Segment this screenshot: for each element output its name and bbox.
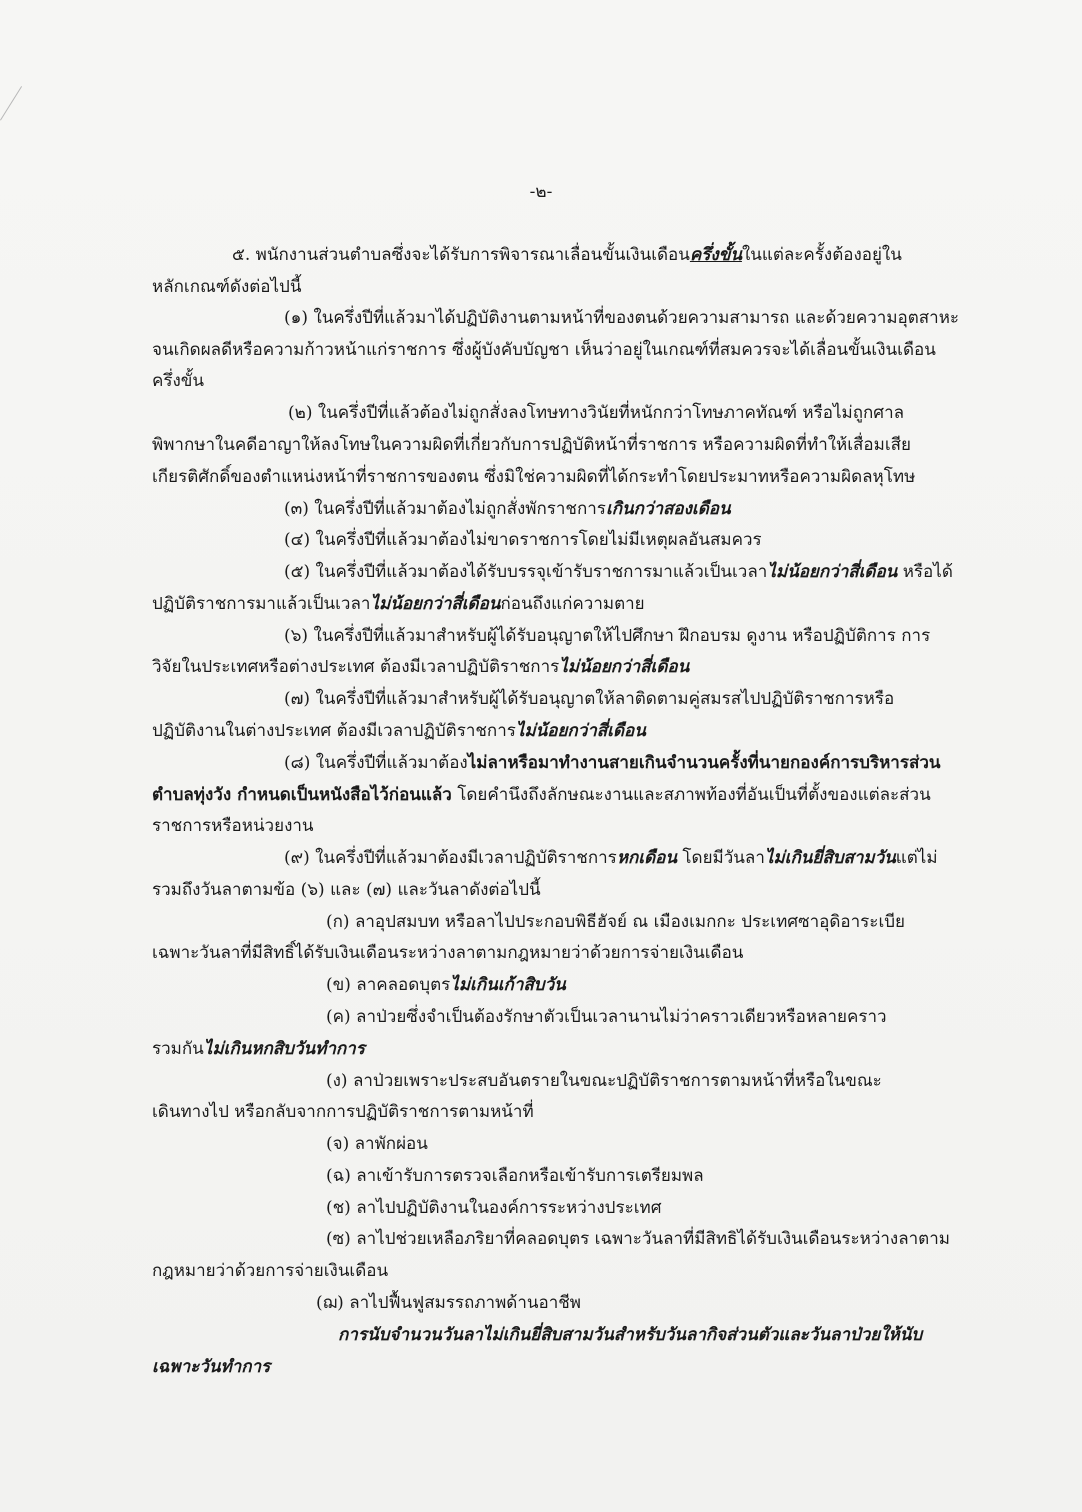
criterion-3-text: (๓) ในครึ่งปีที่แล้วมาต้องไม่ถูกสั่งพักราชการ — [284, 499, 606, 519]
criterion-8-line-3: ราชการหรือหน่วยงาน — [152, 816, 314, 836]
half-step-emphasis: ครึ่งขั้น — [689, 245, 742, 265]
criterion-6-line-2 — [152, 656, 689, 678]
scan-edge-line — [0, 86, 90, 163]
criterion-3-emphasis: เกินกว่าสองเดือน — [605, 499, 731, 519]
leave-kho-line-2 — [152, 1038, 365, 1060]
leave-kha-text: (ข) ลาคลอดบุตร — [326, 975, 451, 995]
criterion-5-line-2-text: ปฏิบัติราชการมาแล้วเป็นเวลา — [152, 594, 371, 614]
leave-ngo-line-2: เดินทางไป หรือกลับจากการปฏิบัติราชการตามหน้าที่ — [152, 1102, 534, 1122]
criterion-9-emphasis-23-days: ไม่เกินยี่สิบสามวัน — [764, 848, 896, 868]
criterion-6-emphasis: ไม่น้อยกว่าสี่เดือน — [559, 657, 690, 677]
criterion-8-text: (๘) ในครึ่งปีที่แล้วมาต้อง — [284, 753, 468, 773]
leave-kho-line-2-text: รวมกัน — [152, 1039, 204, 1059]
criterion-4: (๔) ในครึ่งปีที่แล้วมาต้องไม่ขาดราชการโดยไม่มีเหตุผลอันสมควร — [284, 530, 762, 550]
leave-ka-line-1: (ก) ลาอุปสมบท หรือลาไปประกอบพิธีฮัจย์ ณ เมืองเมกกะ ประเทศซาอุดิอาระเบีย — [326, 912, 906, 932]
leave-chho: (ฉ) ลาเข้ารับการตรวจเลือกหรือเข้ารับการเตรียมพล — [326, 1166, 704, 1186]
criterion-1-line-1: (๑) ในครึ่งปีที่แล้วมาได้ปฏิบัติงานตามหน้าที่ของตนด้วยความสามารถ และด้วยความอุตสาหะ — [284, 308, 960, 328]
section5-criteria-intro: หลักเกณฑ์ดังต่อไปนี้ — [152, 277, 302, 297]
criterion-5-text: (๕) ในครึ่งปีที่แล้วมาต้องได้รับบรรจุเข้ารับราชการมาแล้วเป็นเวลา — [284, 562, 768, 582]
criterion-5-line-2-tail: ก่อนถึงแก่ความตาย — [500, 594, 645, 614]
criterion-5-line-2-emphasis: ไม่น้อยกว่าสี่เดือน — [370, 594, 501, 614]
criterion-2-line-2: พิพากษาในคดีอาญาให้ลงโทษในความผิดที่เกี่ยวกับการปฏิบัติหน้าที่ราชการ หรือความผิดที่ทำให้เสื่อมเสีย — [152, 435, 911, 455]
criterion-7-line-2 — [152, 720, 646, 742]
leave-kha — [326, 974, 566, 996]
section5-heading — [232, 244, 902, 266]
note-line-2: เฉพาะวันทำการ — [152, 1357, 271, 1377]
criterion-3 — [284, 498, 731, 520]
leave-so-line-1: (ซ) ลาไปช่วยเหลือภริยาที่คลอดบุตร เฉพาะวันลาที่มีสิทธิได้รับเงินเดือนระหว่างลาตาม — [326, 1229, 950, 1249]
leave-chcho: (ช) ลาไปปฏิบัติงานในองค์การระหว่างประเทศ — [326, 1198, 662, 1218]
criterion-9-line-1 — [284, 847, 938, 869]
leave-cho2: (ฌ) ลาไปฟื้นฟูสมรรถภาพด้านอาชีพ — [316, 1293, 581, 1313]
criterion-2-line-1: (๒) ในครึ่งปีที่แล้วต้องไม่ถูกสั่งลงโทษทางวินัยที่หนักกว่าโทษภาคทัณฑ์ หรือไม่ถูกศาล — [288, 403, 905, 423]
criterion-8-bold: ไม่ลาหรือมาทำงานสายเกินจำนวนครั้งที่นายกองค์การบริหารส่วน — [467, 753, 941, 773]
leave-kho-line-1: (ค) ลาป่วยซึ่งจำเป็นต้องรักษาตัวเป็นเวลานานไม่ว่าคราวเดียวหรือหลายคราว — [326, 1007, 887, 1027]
criterion-8-line-2 — [152, 784, 931, 806]
criterion-9-text: (๙) ในครึ่งปีที่แล้วมาต้องมีเวลาปฏิบัติราชการ — [284, 848, 617, 868]
criterion-9-mid: โดยมีวันลา — [677, 848, 765, 868]
criterion-8-line-2-bold: ตำบลทุ่งวัง กำหนดเป็นหนังสือไว้ก่อนแล้ว — [152, 785, 452, 805]
criterion-7-line-1: (๗) ในครึ่งปีที่แล้วมาสำหรับผู้ได้รับอนุญาตให้ลาติดตามคู่สมรสไปปฏิบัติราชการหรือ — [284, 689, 895, 709]
criterion-6-line-2-text: วิจัยในประเทศหรือต่างประเทศ ต้องมีเวลาปฏิบัติราชการ — [152, 657, 560, 677]
section5-heading-tail: ในแต่ละครั้งต้องอยู่ใน — [741, 245, 902, 265]
criterion-5-emphasis: ไม่น้อยกว่าสี่เดือน — [767, 562, 898, 582]
leave-ngo-line-1: (ง) ลาป่วยเพราะประสบอันตรายในขณะปฏิบัติราชการตามหน้าที่หรือในขณะ — [326, 1071, 882, 1091]
note-line-1: การนับจำนวนวันลาไม่เกินยี่สิบสามวันสำหรับวันลากิจส่วนตัวและวันลาป่วยให้นับ — [338, 1325, 923, 1345]
leave-kho-emphasis: ไม่เกินหกสิบวันทำการ — [203, 1039, 365, 1059]
criterion-9-tail: แต่ไม่ — [895, 848, 938, 868]
leave-so-line-2: กฎหมายว่าด้วยการจ่ายเงินเดือน — [152, 1261, 389, 1281]
page-number: -๒- — [529, 182, 553, 202]
criterion-7-line-2-text: ปฏิบัติงานในต่างประเทศ ต้องมีเวลาปฏิบัติราชการ — [152, 721, 516, 741]
criterion-5-line-1 — [284, 561, 953, 583]
leave-ka-line-2: เฉพาะวันลาที่มีสิทธิ์ได้รับเงินเดือนระหว่างลาตามกฎหมายว่าด้วยการจ่ายเงินเดือน — [152, 943, 744, 963]
criterion-1-line-3: ครึ่งขั้น — [152, 371, 205, 391]
criterion-8-line-1 — [284, 752, 941, 774]
criterion-9-emphasis-six-months: หกเดือน — [616, 848, 677, 868]
criterion-5-line-2 — [152, 593, 645, 615]
criterion-6-line-1: (๖) ในครึ่งปีที่แล้วมาสำหรับผู้ได้รับอนุญาตให้ไปศึกษา ฝึกอบรม ดูงาน หรือปฏิบัติการ การ — [284, 626, 931, 646]
criterion-1-line-2: จนเกิดผลดีหรือความก้าวหน้าแก่ราชการ ซึ่งผู้บังคับบัญชา เห็นว่าอยู่ในเกณฑ์ที่สมควรจะได้เลื่อนขั้นเงินเดือน — [152, 340, 936, 360]
criterion-2-line-3: เกียรติศักดิ์ของตำแหน่งหน้าที่ราชการของตน ซึ่งมิใช่ความผิดที่ได้กระทำโดยประมาทหรือความผิดลหุโทษ — [152, 467, 916, 487]
criterion-8-line-2-text: โดยคำนึงถึงลักษณะงานและสภาพท้องที่อันเป็นที่ตั้งของแต่ละส่วน — [451, 785, 931, 805]
leave-cho: (จ) ลาพักผ่อน — [326, 1134, 428, 1154]
section5-heading-text: ๕. พนักงานส่วนตำบลซึ่งจะได้รับการพิจารณาเลื่อนขั้นเงินเดือน — [232, 245, 690, 265]
leave-kha-emphasis: ไม่เกินเก้าสิบวัน — [450, 975, 566, 995]
criterion-7-emphasis: ไม่น้อยกว่าสี่เดือน — [515, 721, 646, 741]
criterion-5-tail: หรือได้ — [897, 562, 953, 582]
criterion-9-line-2: รวมถึงวันลาตามข้อ (๖) และ (๗) และวันลาดังต่อไปนี้ — [152, 880, 541, 900]
